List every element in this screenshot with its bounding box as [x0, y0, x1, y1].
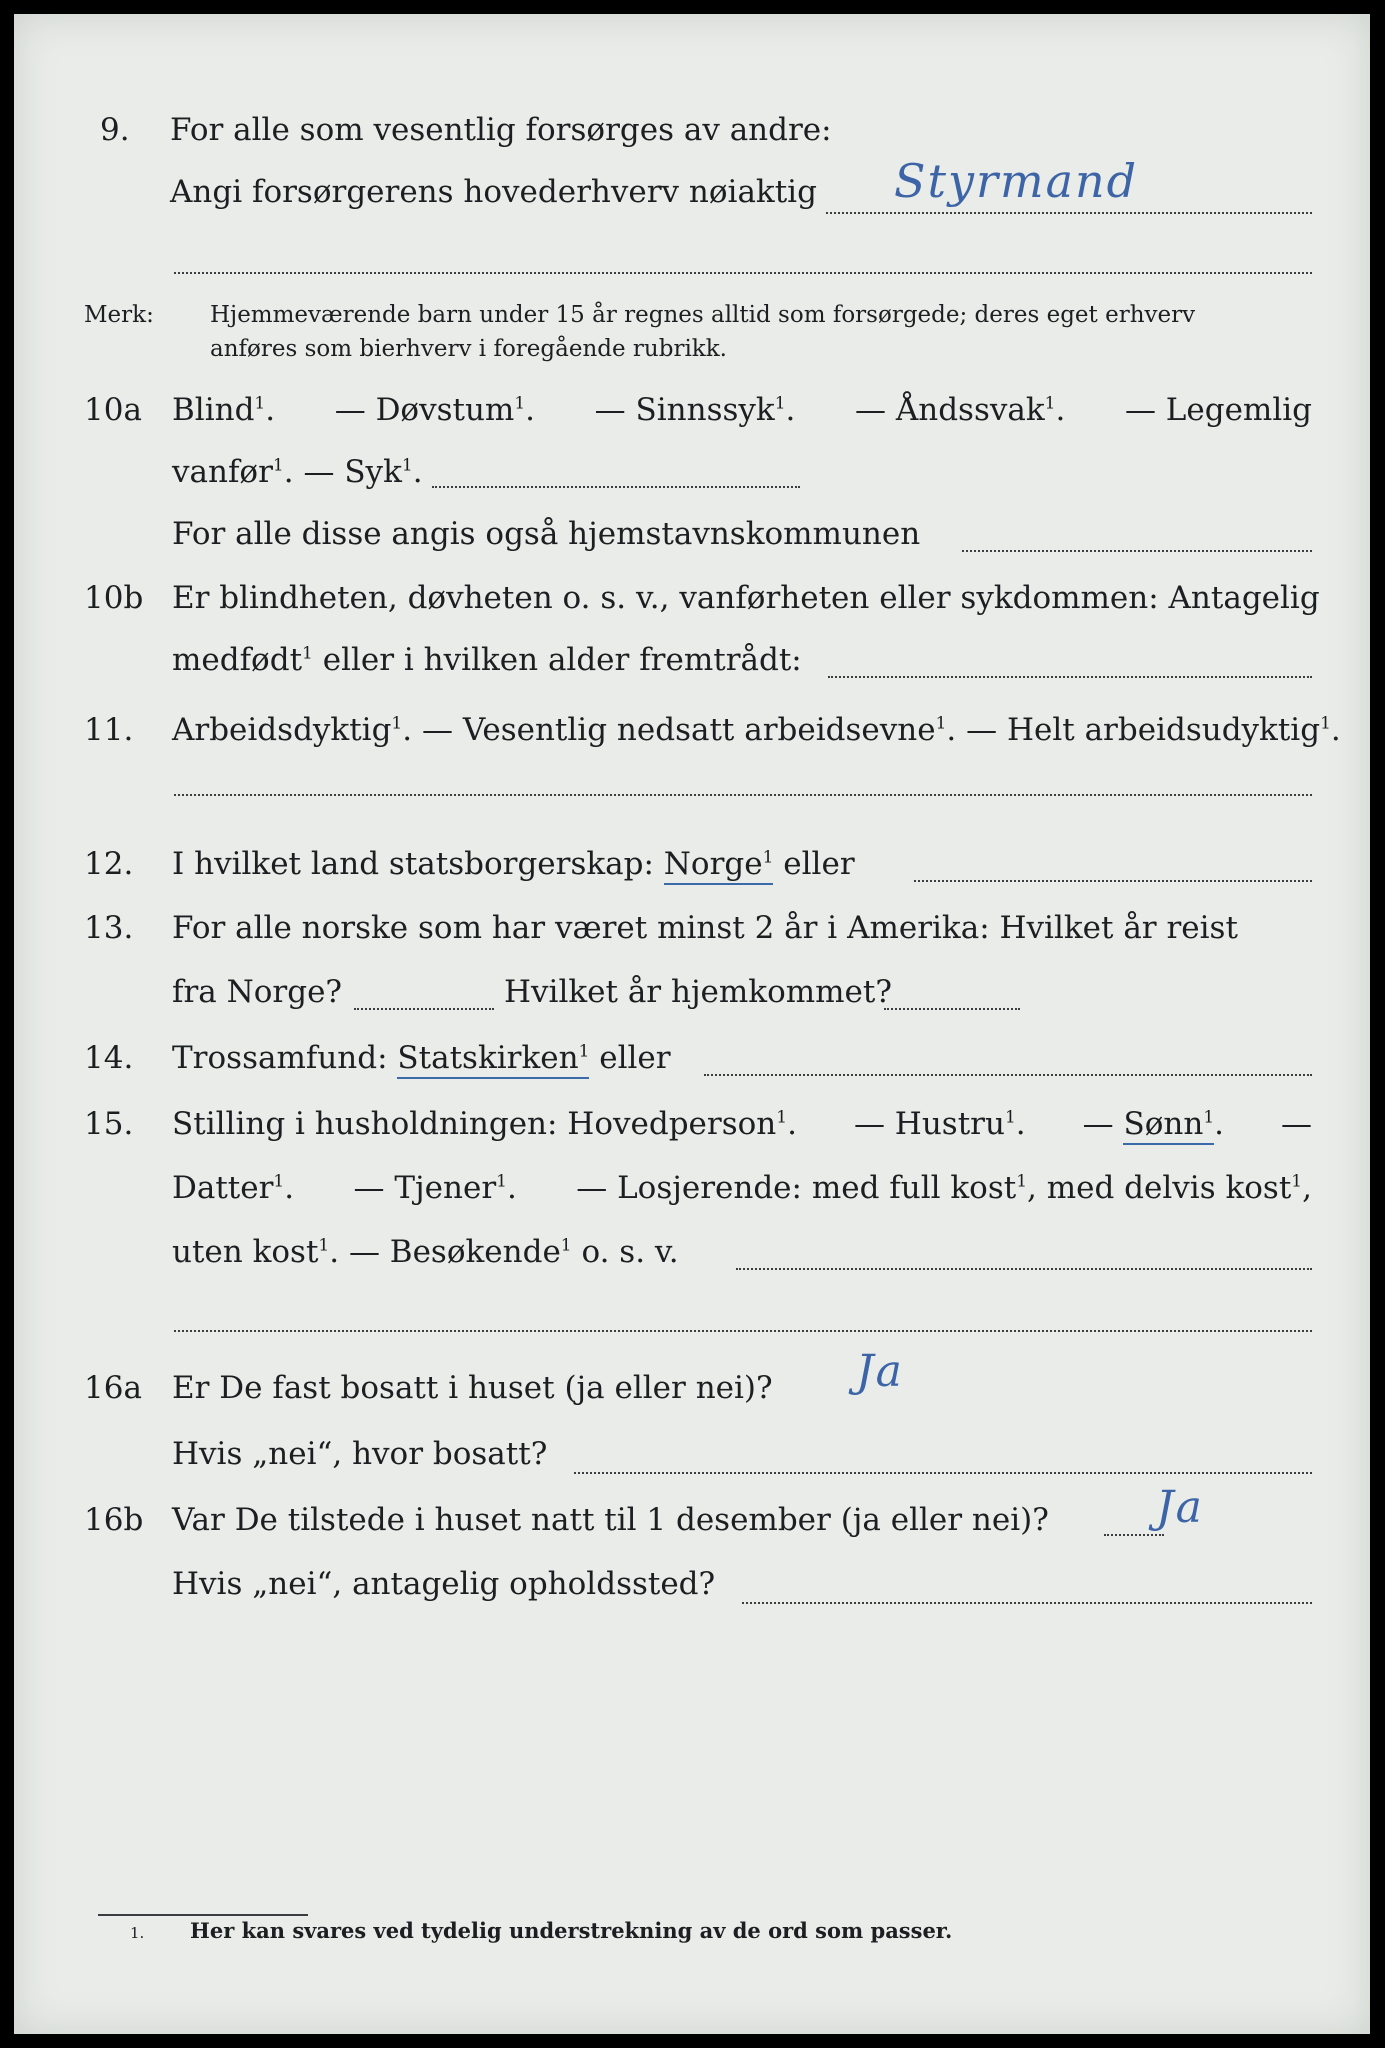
question-number: 12. — [84, 846, 134, 882]
disability-options — [172, 390, 1312, 430]
answer-line[interactable] — [574, 1472, 1312, 1474]
question-text: Hvis „nei“, antagelig opholdssted? — [172, 1566, 716, 1602]
question-text: I hvilket land statsborgerskap: — [172, 846, 654, 882]
option-hustru[interactable]: — Hustru$^1$. — [853, 1106, 1026, 1142]
option-eller: eller — [599, 1040, 671, 1076]
question-text: For alle som vesentlig forsørges av andre: — [170, 112, 832, 148]
option-hovedperson[interactable]: Stilling i husholdningen: Hovedperson$^1$. — [172, 1106, 797, 1142]
question-number: 13. — [84, 910, 134, 946]
footnote-divider — [98, 1914, 308, 1916]
question-number: 11. — [84, 712, 134, 748]
blank-answer-line[interactable] — [174, 1330, 1312, 1332]
answer-line[interactable] — [1104, 1534, 1164, 1536]
question-text: Var De tilstede i huset natt til 1 desember (ja eller nei)? — [172, 1502, 1049, 1538]
answer-line[interactable] — [828, 676, 1312, 678]
question-text-hjemkommet: Hvilket år hjemkommet? — [504, 974, 892, 1010]
option-syk[interactable]: — Syk$^1$. — [303, 454, 423, 490]
question-text: For alle norske som har været minst 2 år i Amerika: Hvilket år reist — [172, 910, 1238, 946]
answer-line[interactable] — [826, 212, 1312, 214]
question-number: 10a — [84, 392, 142, 428]
option-medfodt[interactable]: medfødt$^1$ — [172, 642, 313, 678]
question-number: 9. — [100, 112, 130, 148]
blank-answer-line[interactable] — [174, 794, 1312, 796]
selected-option-statskirken[interactable]: Statskirken$^1$ — [397, 1040, 589, 1079]
question-number: 15. — [84, 1106, 134, 1142]
footnote-text: Her kan svares ved tydelig understrekning av de ord som passer. — [190, 1918, 953, 1943]
note-label: Merk: — [84, 302, 154, 328]
note-text-line2: anføres som bierhverv i foregående rubrikk. — [210, 336, 727, 362]
question-text: eller i hvilken alder fremtrådt: — [322, 642, 802, 678]
option-eller: eller — [783, 846, 855, 882]
option-besokende[interactable]: — Besøkende$^1$ — [348, 1234, 572, 1270]
question-number: 16a — [84, 1370, 142, 1406]
question-number: 10b — [84, 580, 144, 616]
note-text-line1: Hjemmeværende barn under 15 år regnes alltid som forsørgede; deres eget erhverv — [210, 302, 1196, 328]
question-text-reist: fra Norge? — [172, 974, 343, 1010]
option-full-kost[interactable]: — Losjerende: med full kost$^1$, med delvis kost$^1$, — [576, 1170, 1312, 1206]
option-arbeidsudyktig[interactable]: — Helt arbeidsudyktig$^1$. — [966, 712, 1341, 748]
handwritten-answer-bosatt: Ja — [856, 1346, 904, 1397]
option-arbeidsdyktig[interactable]: Arbeidsdyktig$^1$. — [172, 712, 413, 748]
question-text: Hvis „nei“, hvor bosatt? — [172, 1436, 548, 1472]
answer-line[interactable] — [914, 880, 1312, 882]
option-blind[interactable]: Blind$^1$. — [172, 392, 276, 428]
handwritten-answer-occupation: Styrmand — [894, 154, 1139, 208]
question-text: Angi forsørgerens hovederhverv nøiaktig — [170, 174, 817, 210]
option-sinnssyk[interactable]: — Sinnssyk$^1$. — [594, 392, 796, 428]
footnote-mark: 1. — [130, 1924, 145, 1942]
answer-line[interactable] — [704, 1074, 1312, 1076]
option-legemlig[interactable]: — Legemlig — [1124, 392, 1312, 428]
question-text: Er blindheten, døvheten o. s. v., vanførheten eller sykdommen: Antagelig — [172, 580, 1320, 616]
option-nedsatt-arbeidsevne[interactable]: — Vesentlig nedsatt arbeidsevne$^1$. — [421, 712, 957, 748]
census-form-page: 9. For alle som vesentlig forsørges av andre: Angi forsørgerens hovederhverv nøiaktig Styrmand Merk: Hjemmeværende barn under 15 år regnes alltid som forsørgede; deres eget erhverv anføres som bierhverv i foregående rubrikk. 10a Blind$^1$. — Døvstum$^1$. — Sinnssyk$^1$. — Åndssvak$^1$. — Legemlig vanfør$^1$. — Syk$^1$. For alle disse angis også hjemstavnskommunen 10b Er blindheten, døvheten o. s. v., vanførheten eller sykdommen: Antagelig medfødt$^1$ eller i hvilken alder fremtrådt: 11. Arbeidsdyktig$^1$. — Vesentlig nedsatt arbeidsevne$^1$. — Helt arbeidsudyktig$^1$. 12. I hvilket land statsborgerskap: Norge$^1$ eller 13. For alle norske som har været minst 2 år i Amerika: Hvilket år reist fra Norge? Hvilket år hjemkommet? 14. Trossamfund: Statskirken$^1$ eller 15. Stilling i husholdningen: Hovedperson$^1$. — Hustru$^1$. — Sønn$^1$. — Datter$^1$. — Tjener$^1$. — Losjerende: med full kost$^1$, med delvis kost$^1$, uten kost$^1$. — Besøkende$^1$ o. s. v. 16a Er De fast bosatt i huset (ja eller nei)? Ja Hvis „nei“, hvor bosatt? 16b Var De tilstede i huset natt til 1 desember (ja eller nei)? Ja Hvis „nei“, antagelig opholdssted? 1. Her kan svares ved tydelig understrekning av de ord som passer. — [14, 14, 1370, 2034]
option-andssvak[interactable]: — Åndssvak$^1$. — [855, 392, 1066, 428]
option-uten-kost[interactable]: uten kost$^1$. — [172, 1234, 340, 1270]
answer-line[interactable] — [884, 1008, 1020, 1010]
answer-line[interactable] — [354, 1008, 494, 1010]
question-text: Trossamfund: — [172, 1040, 388, 1076]
question-number: 16b — [84, 1502, 144, 1538]
selected-option-sonn[interactable]: Sønn$^1$ — [1123, 1106, 1214, 1145]
answer-line[interactable] — [432, 486, 800, 488]
answer-line[interactable] — [736, 1268, 1312, 1270]
answer-line[interactable] — [742, 1602, 1312, 1604]
selected-option-norge[interactable]: Norge$^1$ — [664, 846, 774, 885]
option-tjener[interactable]: — Tjener$^1$. — [353, 1170, 517, 1206]
question-number: 14. — [84, 1040, 134, 1076]
question-text: Er De fast bosatt i huset (ja eller nei)? — [172, 1370, 773, 1406]
answer-line[interactable] — [962, 550, 1312, 552]
question-text: For alle disse angis også hjemstavnskommunen — [172, 516, 921, 552]
handwritten-answer-tilstede: Ja — [1156, 1482, 1204, 1533]
blank-answer-line[interactable] — [174, 272, 1312, 274]
option-dovstum[interactable]: — Døvstum$^1$. — [334, 392, 536, 428]
option-datter[interactable]: Datter$^1$. — [172, 1170, 295, 1206]
option-vanfor[interactable]: vanfør$^1$. — [172, 454, 294, 490]
